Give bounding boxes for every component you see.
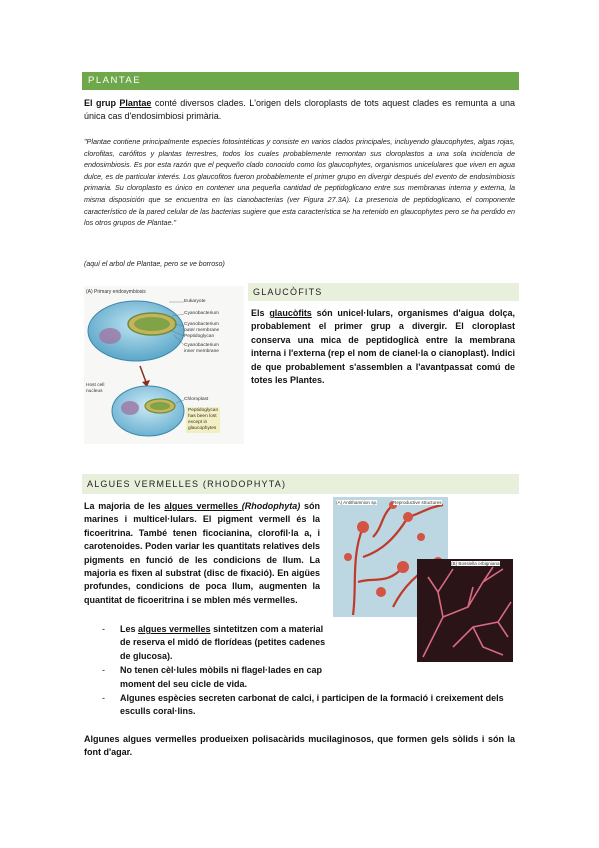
section-header-rhodophyta: ALGUES VERMELLES (RHODOPHYTA)	[82, 474, 519, 494]
caption-reproductive: Reproductive structures	[393, 500, 442, 505]
label-peptidoglycan: Peptidoglycan	[184, 334, 215, 339]
list-item: - Algunes espècies secreten carbonat de calci, i participen de la formació i creixement dels esculls coral·lins.	[102, 693, 504, 717]
label-host-nucleus: Host cell nucleus	[86, 383, 105, 394]
label-cyanobacterium: Cyanobacterium	[184, 311, 219, 316]
glaucofits-text: Els glaucòfits són unicel·lulars, organismes d'aigua dolça, probablement el primer grup a divergir. El cloroplast conserva una mica de peptidoglicà entre la membrana interna i l'externa (rep el nom de cianel·la o cianoplast). Indici de que probablement s'assemblen a l'avantpassat comú de totes les Plantes.	[251, 308, 515, 386]
list-item: - Les algues vermelles sintetitzen com a material de reserva el midó de florídeas (petites cadenes de glucosa).	[102, 624, 326, 661]
rhodophyta-bullet-list	[102, 623, 516, 720]
section-header-glaucofits: GLAUCÒFITS	[248, 283, 519, 301]
label-eukaryote: Eukaryote	[184, 299, 206, 304]
plantae-term: Plantae	[119, 98, 152, 108]
plantae-quote: "Plantae contiene principalmente especies fotosintéticas y consiste en varios clados principales, incluyendo glaucophytes, algas rojas, clorofitas, carófitos y plantas terrestres, todos los cuales probablemente remontan sus cloroplastos a una sola incidencia de endosimbiosis. Es por esta razón que el pequeño clado conocido como los glaucophytes, organismos unicelulares que viven en agua dulce, es de particular interés. Los glaucofitos fueron probablemente el primer grupo en divergir después del evento de endosimbiosis primaria. Su cloroplasto es único en contener una pequeña cantidad de peptidoglicano entre sus membranas interna y externa, la misma disposición que se encuentra en las cianobacterias (ver Figura 27.3A). La presencia de peptidoglicano, el componente característico de la pared celular de las bacterias sugiere que esta característica se ha retenido en glaucophytes pero se ha perdido en los otros grupos de Plantae."	[84, 137, 515, 228]
section-header-plantae: PLANTAE	[82, 72, 519, 90]
tree-note: (aquí el arbol de Plantae, pero se ve borroso)	[84, 261, 225, 268]
figure1-title: (A) Primary endosymbiosis	[86, 289, 146, 295]
label-inner-membrane: Cyanobacterium inner membrane	[184, 343, 219, 354]
endosymbiosis-figure	[84, 286, 244, 444]
label-peptidoglycan-lost: Peptidoglycan has been lost except in glaucophytes	[188, 408, 219, 431]
glaucofits-term: glaucòfits	[269, 308, 312, 318]
label-chloroplast: Chloroplast	[184, 397, 209, 402]
caption-bossiella: (B) Bossiella orbigniana	[451, 561, 500, 566]
label-outer-membrane: Cyanobacterium outer membrane	[184, 322, 220, 333]
list-item: - No tenen cèl·lules mòbils ni flagel·lades en cap moment del seu cicle de vida.	[102, 665, 323, 689]
caption-antithamnion: (A) Antithamnion sp.	[336, 500, 378, 505]
rhodophyta-text: La majoria de les algues vermelles (Rhodophyta) són marines i multicel·lulars. El pigment vermell és la ficoeritrina. També tenen ficocianina, clorofil·la a, i carotenoides. Poden variar les quantitats relatives dels pigments en funció de les condicions de llum. La majoria es fixen al substrat (disc de fixació). En aigües profundes, condicions de poca llum, augmenten la quantitat de ficoeritrina i se mblen més vermelles.	[84, 501, 320, 605]
algues-vermelles-term: algues vermelles	[164, 501, 242, 511]
plantae-intro: El grup Plantae conté diversos clades. L'origen dels cloroplasts de tots aquest clades es remunta a una única cas d'endosimbiosi primària.	[84, 98, 516, 122]
rhodophyta-final-paragraph: Algunes algues vermelles produeixen polisacàrids mucilaginosos, que formen gels sòlids i són la font d'agar.	[84, 734, 515, 758]
